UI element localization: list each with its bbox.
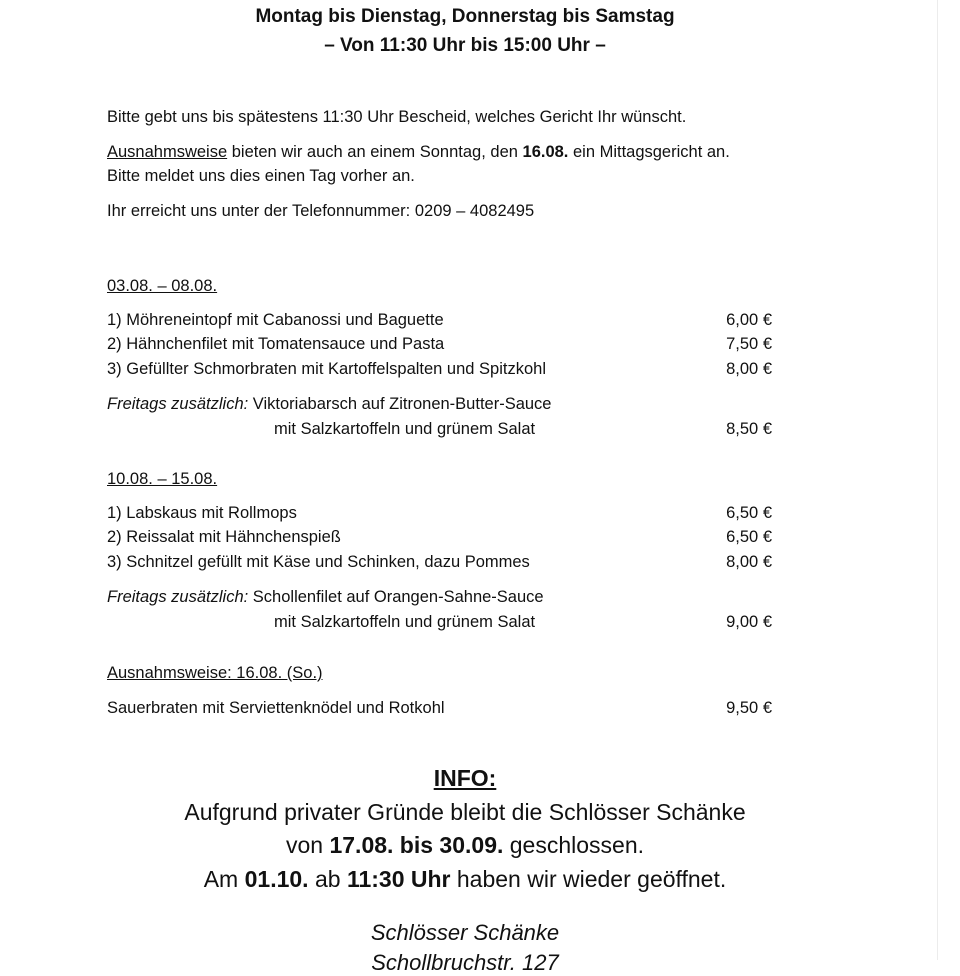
phone-label: Ihr erreicht uns unter der Telefonnummer:: [107, 202, 415, 220]
menu-item-price: 6,50 €: [726, 504, 772, 522]
exception-text: [107, 143, 730, 162]
closure-dates: 17.08. bis 30.09.: [329, 832, 504, 858]
friday-label: Freitags zusätzlich:: [107, 588, 249, 606]
opening-days: Montag bis Dienstag, Donnerstag bis Samstag: [255, 6, 675, 27]
menu-item-price: 8,00 €: [726, 553, 772, 571]
sunday-heading: Ausnahmsweise: 16.08. (So.): [107, 664, 323, 682]
sunday-dish: Sauerbraten mit Serviettenknödel und Rotkohl: [107, 699, 445, 717]
info-line-2-a: von: [285, 832, 330, 858]
friday-special: [107, 588, 544, 607]
week-1-heading: 03.08. – 08.08.: [107, 277, 218, 295]
info-line-3-b: ab: [308, 866, 347, 892]
advance-notice-text: Bitte meldet uns dies einen Tag vorher an.: [107, 167, 415, 185]
friday-price: 9,00 €: [726, 613, 772, 631]
menu-item: 1) Labskaus mit Rollmops: [107, 504, 297, 522]
menu-item: 3) Schnitzel gefüllt mit Käse und Schinken, dazu Pommes: [107, 553, 530, 571]
restaurant-name: Schlösser Schänke: [370, 920, 560, 945]
info-line-2: [0, 832, 930, 859]
menu-item: 1) Möhreneintopf mit Cabanossi und Baguette: [107, 311, 444, 329]
menu-item: 2) Reissalat mit Hähnchenspieß: [107, 528, 341, 546]
opening-time: – Von 11:30 Uhr bis 15:00 Uhr –: [324, 35, 606, 56]
friday-sides: mit Salzkartoffeln und grünem Salat: [274, 613, 536, 631]
menu-item-price: 6,50 €: [726, 528, 772, 546]
friday-dish: Schollenfilet auf Orangen-Sahne-Sauce: [248, 588, 544, 606]
friday-price: 8,50 €: [726, 420, 772, 438]
phone-text: [107, 202, 534, 221]
info-heading: INFO:: [433, 765, 497, 791]
restaurant-street: Schollbruchstr. 127: [371, 950, 559, 975]
info-line-3-c: haben wir wieder geöffnet.: [450, 866, 727, 892]
menu-item: 3) Gefüllter Schmorbraten mit Kartoffelspalten und Spitzkohl: [107, 360, 546, 378]
menu-item: 2) Hähnchenfilet mit Tomatensauce und Pasta: [107, 335, 445, 353]
exception-date: 16.08.: [522, 143, 569, 161]
friday-label: Freitags zusätzlich:: [107, 395, 249, 413]
info-line-1: Aufgrund privater Gründe bleibt die Schlösser Schänke: [184, 799, 746, 825]
reopen-date: 01.10.: [244, 866, 309, 892]
phone-number: 0209 – 4082495: [414, 202, 535, 220]
exception-text-a: bieten wir auch an einem Sonntag, den: [227, 143, 523, 161]
menu-item-price: 7,50 €: [726, 335, 772, 353]
order-deadline-text: Bitte gebt uns bis spätestens 11:30 Uhr Bescheid, welches Gericht Ihr wünscht.: [107, 108, 687, 126]
friday-dish: Viktoriabarsch auf Zitronen-Butter-Sauce: [248, 395, 552, 413]
info-line-2-b: geschlossen.: [503, 832, 645, 858]
menu-item-price: 8,00 €: [726, 360, 772, 378]
info-line-3-a: Am: [203, 866, 245, 892]
reopen-time: 11:30 Uhr: [346, 866, 451, 892]
exception-word: Ausnahmsweise: [107, 143, 228, 161]
sunday-price: 9,50 €: [726, 699, 772, 717]
page-edge: [937, 0, 938, 960]
friday-sides: mit Salzkartoffeln und grünem Salat: [274, 420, 536, 438]
exception-text-b: ein Mittagsgericht an.: [568, 143, 730, 161]
week-2-heading: 10.08. – 15.08.: [107, 470, 218, 488]
friday-special: [107, 395, 551, 414]
info-line-3: [0, 866, 930, 893]
menu-item-price: 6,00 €: [726, 311, 772, 329]
